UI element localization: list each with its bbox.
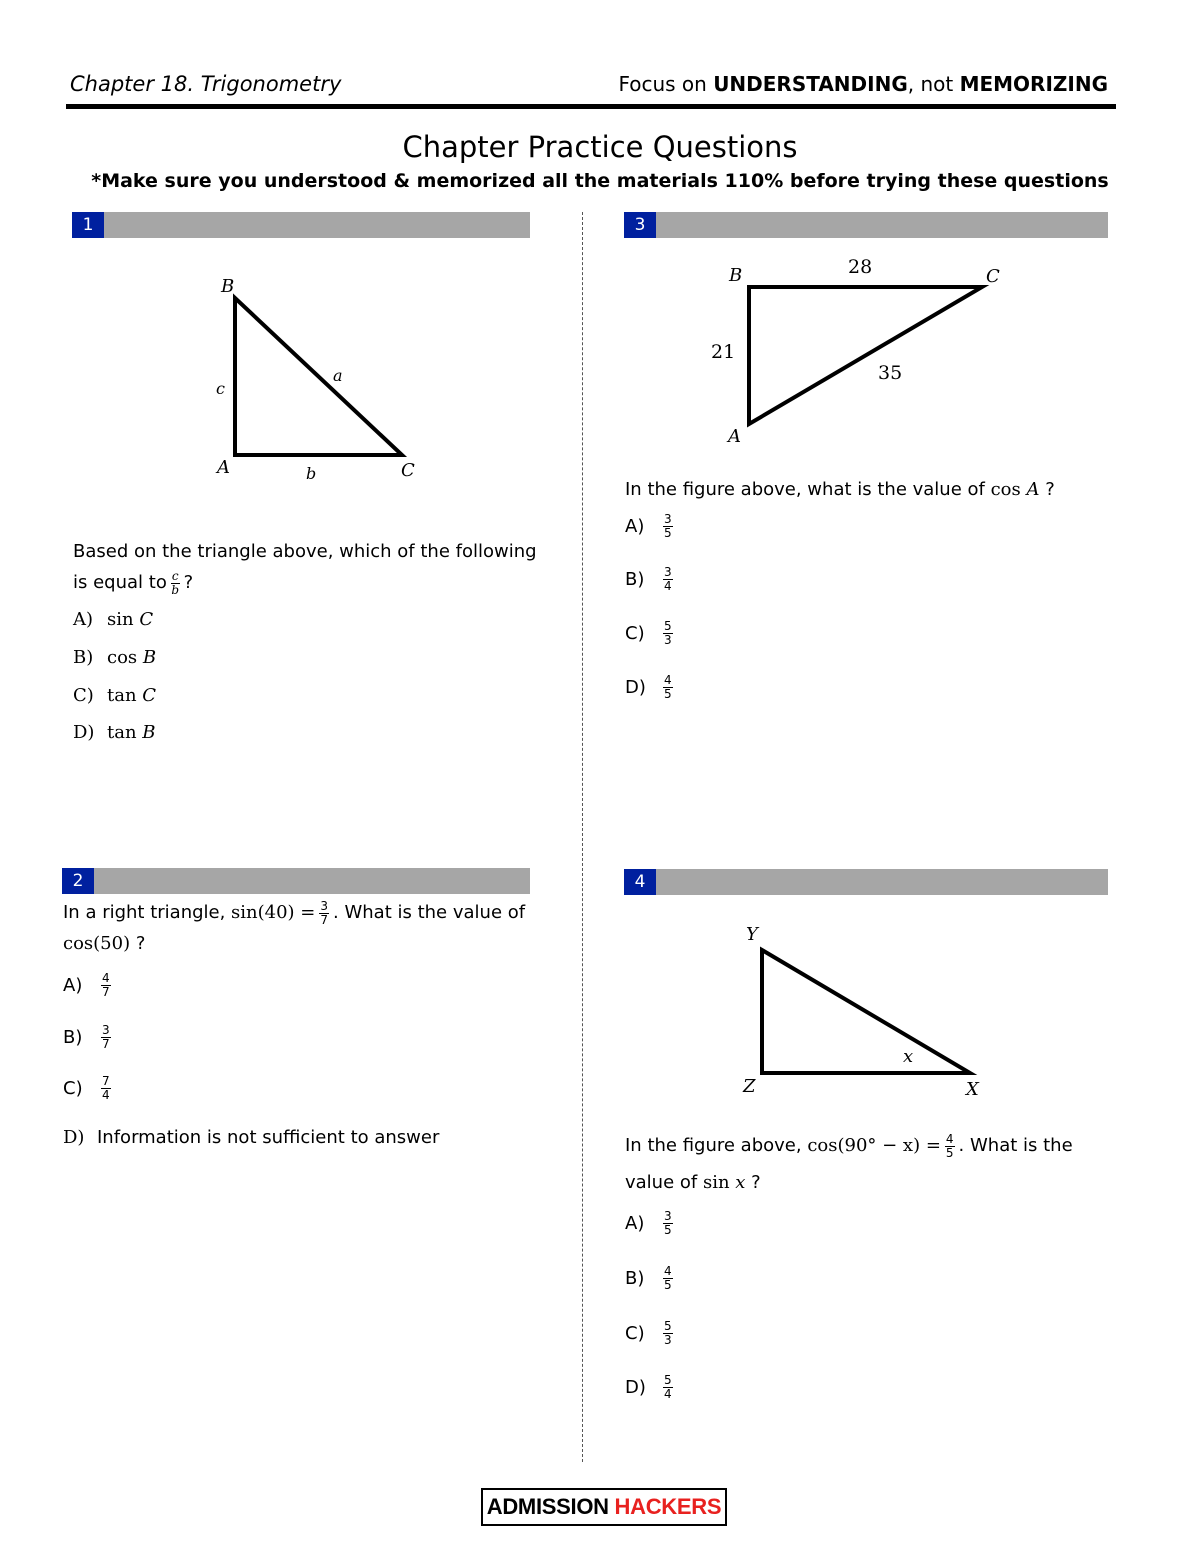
- q4-option-b-frac: [663, 1265, 673, 1292]
- q1-option-b[interactable]: [73, 647, 156, 668]
- q1-option-b-label: B): [73, 647, 94, 668]
- q3-option-b[interactable]: [625, 566, 677, 593]
- q4-option-b-num: 4: [664, 1264, 672, 1278]
- q4-fraction-num: 4: [945, 1131, 954, 1146]
- q1-option-d-fn: tan: [107, 722, 137, 743]
- q3-number: 3: [624, 212, 656, 238]
- logo-part2: HACKERS: [614, 1494, 722, 1519]
- q4-vertex-y: Y: [746, 924, 758, 945]
- admission-hackers-logo: [481, 1488, 727, 1526]
- q1-side-b: b: [306, 464, 317, 483]
- q2-option-a-num: 4: [102, 971, 110, 985]
- q4-option-c-frac: [663, 1320, 673, 1347]
- q4-number: 4: [624, 869, 656, 895]
- q1-fraction-den: b: [171, 582, 180, 597]
- q4-stem: [625, 1130, 1115, 1198]
- q4-stem-fn: sin: [702, 1172, 730, 1193]
- q3-side-left: 21: [711, 341, 736, 363]
- tagline-bold-1: UNDERSTANDING: [713, 72, 908, 96]
- q3-bar: [624, 212, 1108, 238]
- q3-option-a-label: A): [625, 515, 645, 537]
- q4-option-b-den: 5: [664, 1278, 672, 1292]
- tagline: [618, 72, 1108, 96]
- q3-option-c[interactable]: [625, 620, 677, 647]
- q3-triangle-shape: [749, 287, 982, 424]
- q2-number: 2: [62, 868, 94, 894]
- chapter-title: Chapter 18. Trigonometry: [70, 72, 342, 96]
- q4-stem-post: . What is the: [958, 1135, 1073, 1156]
- q3-option-c-label: C): [625, 622, 645, 644]
- q3-option-c-den: 3: [664, 633, 672, 647]
- q4-option-b-label: B): [625, 1267, 645, 1289]
- q4-vertex-x: X: [966, 1079, 979, 1100]
- q1-option-c-arg: C: [142, 685, 157, 706]
- q2-option-d-label: D): [63, 1127, 85, 1148]
- q1-side-a: a: [333, 366, 343, 385]
- q1-side-c: c: [216, 379, 225, 398]
- q1-vertex-c: C: [401, 460, 415, 481]
- q3-option-b-frac: [663, 566, 673, 593]
- q1-number: 1: [72, 212, 104, 238]
- q1-stem-line2: [73, 567, 543, 598]
- q1-stem-line2-text: is equal to: [73, 572, 167, 593]
- q4-stem-line2: [625, 1167, 1115, 1198]
- header-rule: [66, 104, 1116, 109]
- q2-bar: [62, 868, 530, 894]
- q2-option-c-den: 4: [102, 1088, 110, 1102]
- page-subtitle: *Make sure you understood & memorized all the materials 110% before trying these questions: [91, 170, 1109, 192]
- q3-option-d-den: 5: [664, 687, 672, 701]
- q4-option-d-frac: [663, 1374, 673, 1401]
- tagline-text: Focus on: [618, 72, 714, 96]
- q4-stem-arg: x: [735, 1172, 746, 1193]
- q4-option-a-label: A): [625, 1212, 645, 1234]
- q1-option-c-label: C): [73, 685, 94, 706]
- q4-option-c-label: C): [625, 1322, 645, 1344]
- q1-option-a[interactable]: [73, 609, 153, 630]
- q1-vertex-a: A: [217, 457, 230, 478]
- q2-option-a-label: A): [63, 974, 83, 996]
- q3-option-d-label: D): [625, 676, 646, 698]
- q2-option-a-den: 7: [102, 985, 110, 999]
- q2-stem: [63, 897, 543, 959]
- q4-stem-line1: [625, 1130, 1115, 1161]
- q4-option-b[interactable]: [625, 1265, 677, 1292]
- q4-stem-text: In the figure above,: [625, 1135, 808, 1156]
- q4-stem-line2-text: value of: [625, 1172, 703, 1193]
- q1-option-c-fn: tan: [107, 685, 137, 706]
- q3-option-d[interactable]: [625, 674, 677, 701]
- q1-option-d-arg: B: [142, 722, 156, 743]
- q3-option-a[interactable]: [625, 513, 677, 540]
- q2-option-a-frac: [101, 972, 111, 999]
- q4-stem-expr: cos(90° − x) =: [807, 1135, 941, 1156]
- q3-option-a-num: 3: [664, 512, 672, 526]
- q1-stem: [73, 536, 543, 598]
- q4-bar: [624, 869, 1108, 895]
- q4-option-a-frac: [663, 1210, 673, 1237]
- q3-side-hyp: 35: [878, 362, 903, 384]
- q2-stem-expr: sin(40) =: [231, 902, 316, 923]
- page-title: Chapter Practice Questions: [402, 130, 798, 164]
- q2-option-b[interactable]: [63, 1024, 115, 1051]
- q1-option-a-label: A): [73, 609, 94, 630]
- q2-stem-post: . What is the value of: [333, 902, 526, 923]
- q4-option-d-label: D): [625, 1376, 646, 1398]
- q2-option-b-num: 3: [102, 1023, 110, 1037]
- q4-option-a-num: 3: [664, 1209, 672, 1223]
- tagline-text-mid: , not: [907, 72, 960, 96]
- q2-stem-expr2: cos(50): [63, 933, 131, 954]
- q2-fraction-den: 7: [320, 912, 329, 927]
- q2-option-c-frac: [101, 1075, 111, 1102]
- q1-option-c[interactable]: [73, 685, 156, 706]
- q3-vertex-c: C: [986, 266, 1000, 287]
- column-divider: [582, 212, 583, 1462]
- q3-option-c-num: 5: [664, 619, 672, 633]
- q3-stem-end: ?: [1039, 479, 1055, 500]
- q3-option-d-frac: [663, 674, 673, 701]
- q4-option-c[interactable]: [625, 1320, 677, 1347]
- q1-option-a-fn: sin: [107, 609, 134, 630]
- q2-option-c-num: 7: [102, 1074, 110, 1088]
- q3-option-d-num: 4: [664, 673, 672, 687]
- q2-option-c[interactable]: [63, 1075, 115, 1102]
- q2-option-b-label: B): [63, 1026, 83, 1048]
- q2-option-d[interactable]: [63, 1127, 439, 1148]
- q2-option-a[interactable]: [63, 972, 115, 999]
- q1-triangle-shape: [235, 298, 402, 455]
- q4-option-c-den: 3: [664, 1333, 672, 1347]
- q2-stem-line1: [63, 897, 543, 928]
- q2-option-b-frac: [101, 1024, 111, 1051]
- q3-option-a-den: 5: [664, 526, 672, 540]
- q4-option-d[interactable]: [625, 1374, 677, 1401]
- q2-option-b-den: 7: [102, 1037, 110, 1051]
- q2-stem-line2: [63, 928, 543, 959]
- q4-option-c-num: 5: [664, 1319, 672, 1333]
- q3-side-top: 28: [848, 256, 873, 278]
- q3-option-a-frac: [663, 513, 673, 540]
- q4-option-a[interactable]: [625, 1210, 677, 1237]
- q2-option-c-label: C): [63, 1077, 83, 1099]
- q1-vertex-b: B: [221, 276, 235, 297]
- q1-option-b-fn: cos: [107, 647, 138, 668]
- q2-stem-text: In a right triangle,: [63, 902, 232, 923]
- q3-option-b-label: B): [625, 568, 645, 590]
- q3-stem-arg: A: [1026, 479, 1040, 500]
- q1-option-b-arg: B: [142, 647, 157, 668]
- q4-triangle-shape: [762, 950, 970, 1073]
- q3-option-b-num: 3: [664, 565, 672, 579]
- q3-stem-text: In the figure above, what is the value of: [625, 479, 991, 500]
- q1-bar: [72, 212, 530, 238]
- q3-stem-fn: cos: [990, 479, 1021, 500]
- q4-option-a-den: 5: [664, 1223, 672, 1237]
- logo-part1: ADMISSION: [486, 1494, 609, 1519]
- q3-vertex-b: B: [729, 265, 743, 286]
- q1-stem-line1: Based on the triangle above, which of the following: [73, 541, 537, 562]
- q2-option-d-text: Information is not sufficient to answer: [97, 1127, 440, 1148]
- q4-fraction-den: 5: [945, 1145, 954, 1160]
- q2-fraction-num: 3: [320, 898, 329, 913]
- tagline-bold-2: MEMORIZING: [959, 72, 1108, 96]
- q1-option-a-arg: C: [139, 609, 154, 630]
- q4-stem-end: ?: [745, 1172, 761, 1193]
- q1-option-d[interactable]: [73, 722, 156, 743]
- q3-stem: [625, 474, 1105, 505]
- q1-fraction-num: c: [171, 568, 179, 583]
- q4-vertex-z: Z: [743, 1076, 756, 1097]
- q1-stem-end: ?: [183, 572, 194, 593]
- q4-fraction: [945, 1133, 955, 1160]
- q4-angle-x: x: [903, 1046, 914, 1067]
- q3-option-c-frac: [663, 620, 673, 647]
- q2-fraction: [319, 900, 329, 927]
- q2-stem-end: ?: [130, 933, 146, 954]
- q3-option-b-den: 4: [664, 579, 672, 593]
- q1-option-d-label: D): [73, 722, 95, 743]
- q3-vertex-a: A: [728, 426, 741, 447]
- q4-triangle: [0, 0, 1, 1]
- q4-option-d-num: 5: [664, 1373, 672, 1387]
- q4-option-d-den: 4: [664, 1387, 672, 1401]
- q1-fraction: [171, 570, 180, 597]
